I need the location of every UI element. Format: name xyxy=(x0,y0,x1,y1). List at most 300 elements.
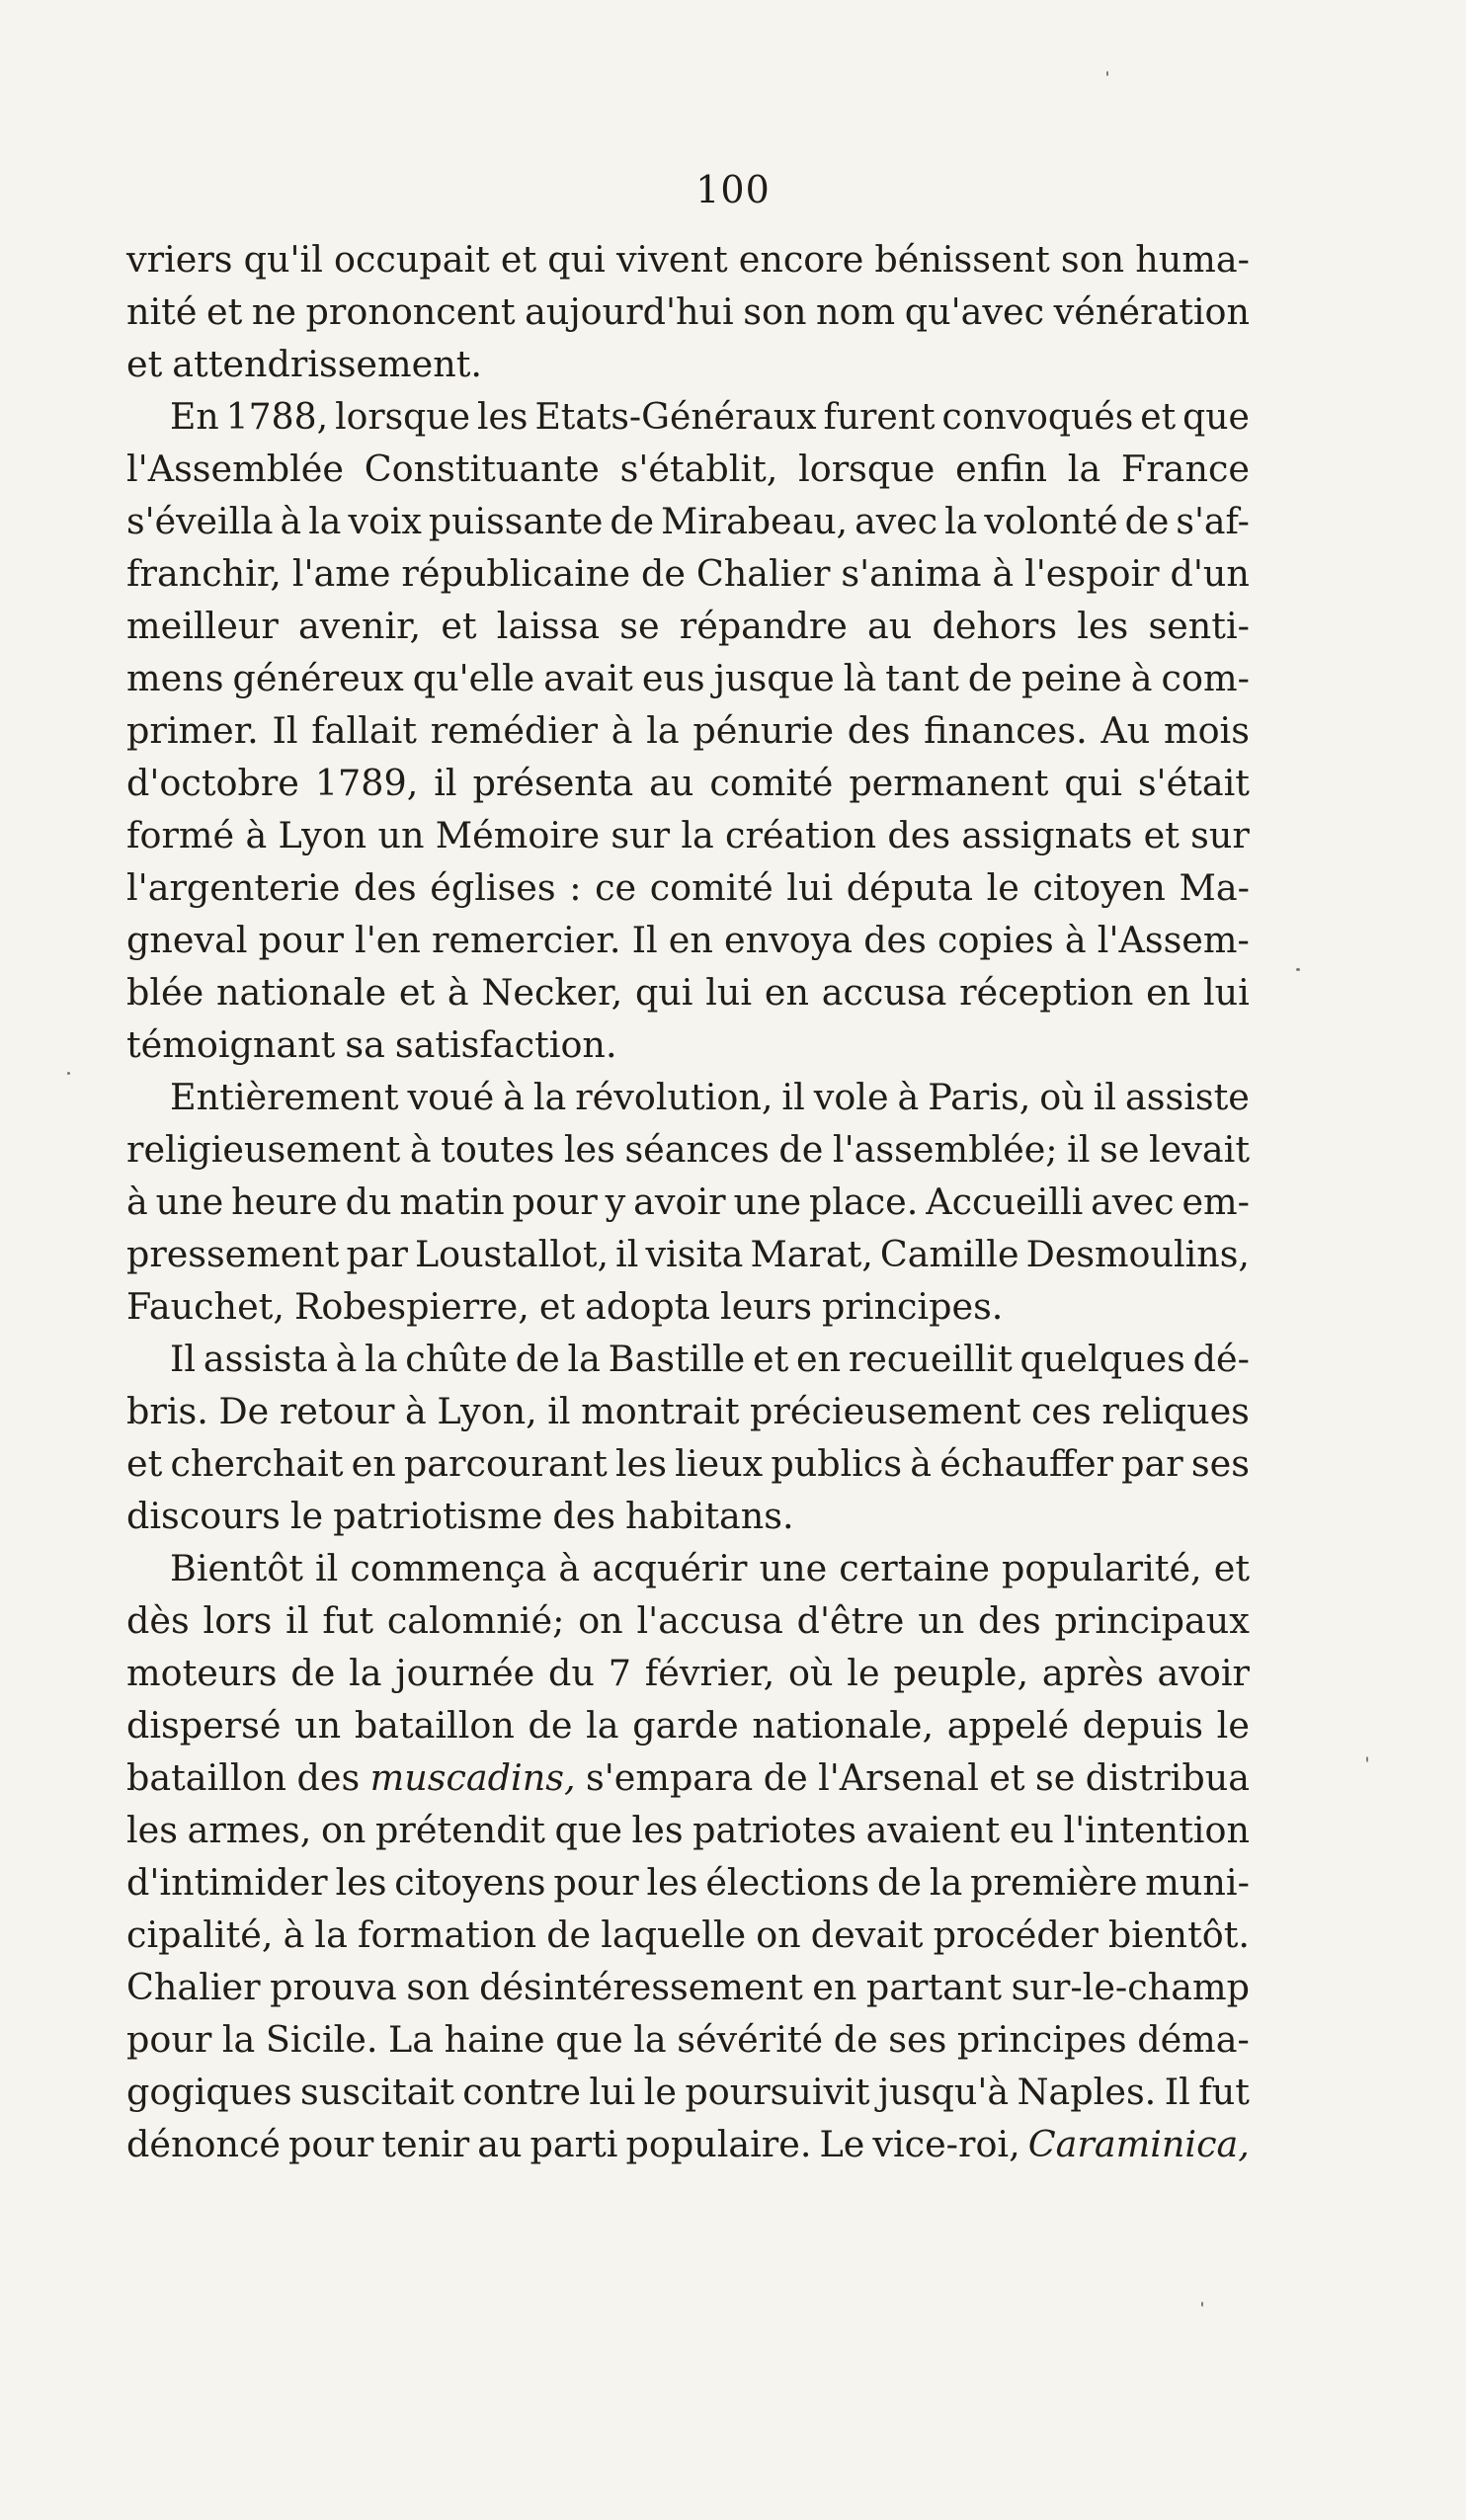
word: dehors xyxy=(932,605,1058,647)
text-line xyxy=(126,2013,1250,2066)
text-line xyxy=(126,652,1250,704)
word: habitans. xyxy=(625,1495,794,1537)
word: et xyxy=(500,238,537,281)
word: à xyxy=(447,971,469,1014)
word: ce xyxy=(595,866,637,909)
word: Constituante xyxy=(364,447,600,490)
word: poursuivit xyxy=(685,2071,870,2113)
word: s'était xyxy=(1137,762,1250,804)
word: la xyxy=(567,1338,601,1380)
word: première xyxy=(970,1861,1138,1904)
word: que xyxy=(555,2018,623,2061)
text-line xyxy=(126,1961,1250,2013)
word: les xyxy=(126,1809,179,1851)
text-line xyxy=(126,1176,1250,1228)
word: devait xyxy=(810,1913,924,1956)
word: De xyxy=(218,1390,270,1432)
word: qui xyxy=(1064,762,1122,804)
word: les xyxy=(1077,605,1129,647)
word: échauffer xyxy=(939,1442,1113,1485)
word: Necker, xyxy=(481,971,623,1014)
text-line xyxy=(126,233,1250,285)
word: retour xyxy=(279,1390,395,1432)
word: d'un xyxy=(1170,552,1250,595)
text-line xyxy=(126,861,1250,914)
word: bataillon xyxy=(126,1756,287,1799)
word: pour xyxy=(553,1861,639,1904)
word: prononcent xyxy=(305,290,516,333)
word: où xyxy=(788,1652,834,1694)
word: en xyxy=(668,919,713,961)
word: la xyxy=(944,500,978,542)
word: députa xyxy=(846,866,974,909)
word: cipalité, xyxy=(126,1913,274,1956)
word: l'intention xyxy=(1063,1809,1250,1851)
word: les xyxy=(646,1861,698,1904)
text-line xyxy=(126,704,1250,757)
text-line xyxy=(126,1909,1250,1961)
word: patriotes xyxy=(692,1809,857,1851)
word: Naples. xyxy=(1017,2071,1157,2113)
word: sa xyxy=(345,1023,385,1066)
text-line xyxy=(126,2066,1250,2118)
word: son xyxy=(743,290,807,333)
word: y xyxy=(605,1180,626,1223)
word: sévérité xyxy=(677,2018,824,2061)
word: on xyxy=(578,1599,623,1642)
word: à xyxy=(126,1180,148,1223)
word: Lyon, xyxy=(437,1390,537,1432)
word: Etats-Généraux xyxy=(534,395,817,438)
word: et xyxy=(752,1338,789,1380)
word: Bastille xyxy=(608,1338,746,1380)
word: calomnié; xyxy=(386,1599,565,1642)
word: il xyxy=(1067,1128,1091,1171)
word: populaire. xyxy=(625,2123,812,2165)
text-line xyxy=(126,809,1250,861)
word: l'espoir xyxy=(1024,552,1160,595)
word: se xyxy=(619,605,660,647)
word: Mirabeau, xyxy=(661,500,849,542)
word: gogiques xyxy=(126,2071,292,2113)
word: Entièrement xyxy=(170,1076,399,1118)
word: généreux xyxy=(232,657,404,699)
word: pour xyxy=(512,1180,598,1223)
word: Chalier xyxy=(695,552,831,595)
word: voué xyxy=(407,1076,495,1118)
word: bénissent xyxy=(874,238,1050,281)
word: lui xyxy=(705,971,753,1014)
word: il xyxy=(285,1599,309,1642)
word: la xyxy=(308,500,342,542)
word: sur-le-champ xyxy=(1011,1966,1250,2008)
word: Chalier xyxy=(126,1966,261,2008)
word: lui xyxy=(786,866,834,909)
word: des xyxy=(296,1756,361,1799)
word: Desmoulins, xyxy=(1025,1233,1250,1275)
word: satisfaction. xyxy=(394,1023,617,1066)
word: huma- xyxy=(1135,238,1250,281)
word: pressement xyxy=(126,1233,340,1275)
word: 7 xyxy=(608,1652,631,1694)
word: témoignant xyxy=(126,1023,336,1066)
word: la xyxy=(532,1076,567,1118)
word: au xyxy=(867,605,913,647)
word: citoyens xyxy=(394,1861,546,1904)
word: acquérir xyxy=(592,1547,748,1589)
word: à xyxy=(405,1390,427,1432)
word: fut xyxy=(322,1599,374,1642)
word: se xyxy=(1035,1756,1076,1799)
word: sur xyxy=(1190,814,1250,856)
word: tenir xyxy=(381,2123,470,2165)
word: place. xyxy=(808,1180,919,1223)
word: recueillit xyxy=(848,1338,1013,1380)
word: le xyxy=(643,2071,677,2113)
word: ces xyxy=(1030,1390,1092,1432)
word: vice-roi, xyxy=(872,2123,1020,2165)
word: de xyxy=(833,2018,878,2061)
word: France xyxy=(1120,447,1250,490)
word: du xyxy=(548,1652,595,1694)
word: où xyxy=(1039,1076,1085,1118)
word: une xyxy=(155,1180,224,1223)
word: principes. xyxy=(822,1285,1004,1328)
word: fut xyxy=(1198,2071,1250,2113)
word: les xyxy=(563,1128,615,1171)
word: vole xyxy=(813,1076,889,1118)
word: l'accusa xyxy=(636,1599,783,1642)
text-line xyxy=(126,547,1250,600)
word: mois xyxy=(1163,709,1250,752)
word: pour xyxy=(288,2123,374,2165)
word: vriers xyxy=(126,238,233,281)
word: la xyxy=(1067,447,1101,490)
word: Marat, xyxy=(750,1233,873,1275)
word: senti- xyxy=(1148,605,1250,647)
word: permanent xyxy=(849,762,1049,804)
word: avec xyxy=(855,500,938,542)
word: Camille xyxy=(879,1233,1019,1275)
word: se xyxy=(1100,1128,1140,1171)
word: la xyxy=(929,1861,963,1904)
word: de xyxy=(610,500,655,542)
word: dès xyxy=(126,1599,190,1642)
word: il xyxy=(781,1076,805,1118)
word: nationale xyxy=(216,971,387,1014)
word: discours xyxy=(126,1495,281,1537)
word: Paris, xyxy=(928,1076,1031,1118)
word: suscitait xyxy=(300,2071,454,2113)
text-line xyxy=(126,1699,1250,1751)
word: des xyxy=(978,1599,1041,1642)
word: les xyxy=(335,1861,387,1904)
word: laissa xyxy=(496,605,601,647)
word: ne xyxy=(251,290,296,333)
word: assiste xyxy=(1125,1076,1250,1118)
word: appelé xyxy=(946,1704,1070,1747)
word: des xyxy=(353,866,417,909)
word: les xyxy=(476,395,529,438)
word: des xyxy=(863,919,927,961)
word: parti xyxy=(529,2123,618,2165)
word: assignats xyxy=(961,814,1133,856)
word: jusqu'à xyxy=(877,2071,1010,2113)
word: laquelle xyxy=(601,1913,747,1956)
word: avoir xyxy=(633,1180,726,1223)
word: en xyxy=(351,1442,396,1485)
text-line xyxy=(126,1647,1250,1699)
word: de xyxy=(515,1338,560,1380)
word: s'empara xyxy=(585,1756,754,1799)
word: occupait xyxy=(333,238,490,281)
word: à xyxy=(503,1076,525,1118)
word: à xyxy=(409,1128,432,1171)
word: en xyxy=(812,1966,857,2008)
word: un xyxy=(918,1599,965,1642)
word: de xyxy=(640,552,686,595)
word: fallait xyxy=(311,709,417,752)
word: armes, xyxy=(187,1809,312,1851)
word: Robespierre, xyxy=(293,1285,529,1328)
word: pour xyxy=(258,919,344,961)
word: à xyxy=(897,1076,920,1118)
word: pour xyxy=(126,2018,212,2061)
word: copies xyxy=(937,919,1054,961)
word: la xyxy=(349,1652,382,1694)
text-line xyxy=(126,2118,1250,2170)
word: l'Assemblée xyxy=(126,447,344,490)
word: eus xyxy=(641,657,705,699)
word: désintéressement xyxy=(479,1966,803,2008)
word: avaient xyxy=(865,1809,1001,1851)
word: de xyxy=(528,1704,573,1747)
word: l'argenterie xyxy=(126,866,341,909)
word: certaine xyxy=(839,1547,990,1589)
word: et xyxy=(126,1442,163,1485)
word: cherchait xyxy=(170,1442,344,1485)
word: création xyxy=(725,814,877,856)
word: déma- xyxy=(1137,2018,1250,2061)
word: toutes xyxy=(441,1128,555,1171)
word: Accueilli xyxy=(926,1180,1084,1223)
word: la xyxy=(586,1704,619,1747)
word: avenir, xyxy=(297,605,422,647)
text-line xyxy=(126,600,1250,652)
word: s'éveilla xyxy=(126,500,274,542)
word: s'af- xyxy=(1176,500,1250,542)
word: qui xyxy=(547,238,606,281)
word: vivent xyxy=(615,238,728,281)
word: s'établit, xyxy=(619,447,778,490)
word: formé xyxy=(126,814,235,856)
word: et xyxy=(538,1285,576,1328)
word: républicaine xyxy=(401,552,631,595)
text-line xyxy=(126,338,1250,390)
word: Lyon xyxy=(278,814,367,856)
word: à xyxy=(245,814,268,856)
word: quelques xyxy=(1019,1338,1185,1380)
text-line xyxy=(126,495,1250,547)
word: par xyxy=(1121,1442,1183,1485)
word: le xyxy=(1216,1704,1250,1747)
page-number: 100 xyxy=(695,168,771,211)
paper-speck xyxy=(1366,1756,1368,1762)
word: la xyxy=(633,2018,667,2061)
word: après xyxy=(1041,1652,1144,1694)
word: moteurs xyxy=(126,1652,278,1694)
text-line xyxy=(126,443,1250,495)
word: muscadins, xyxy=(369,1756,576,1799)
word: des xyxy=(847,709,911,752)
word: aujourd'hui xyxy=(525,290,734,333)
text-line xyxy=(126,1018,1250,1071)
word: à xyxy=(558,1547,581,1589)
word: et xyxy=(1143,814,1180,856)
word: le xyxy=(847,1652,880,1694)
word: principaux xyxy=(1054,1599,1250,1642)
word: une xyxy=(733,1180,802,1223)
word: il xyxy=(1093,1076,1117,1118)
word: des xyxy=(887,814,951,856)
word: matin xyxy=(399,1180,505,1223)
word: au xyxy=(477,2123,523,2165)
word: ses xyxy=(1190,1442,1250,1485)
word: Loustallot, xyxy=(414,1233,610,1275)
word: eu xyxy=(1009,1809,1054,1851)
text-line xyxy=(126,285,1250,338)
word: que xyxy=(1182,395,1250,438)
word: La xyxy=(388,2018,435,2061)
word: dé- xyxy=(1192,1338,1250,1380)
word: Ma- xyxy=(1179,866,1250,909)
word: une xyxy=(759,1547,828,1589)
word: en xyxy=(764,971,809,1014)
word: blée xyxy=(126,971,204,1014)
word: pénurie xyxy=(692,709,835,752)
word: on xyxy=(756,1913,801,1956)
word: il xyxy=(547,1390,571,1432)
word: qui xyxy=(634,971,693,1014)
word: prouva xyxy=(270,1966,397,2008)
word: le xyxy=(986,866,1019,909)
word: bris. xyxy=(126,1390,208,1432)
word: envoya xyxy=(723,919,854,961)
word: Il xyxy=(272,709,298,752)
word: assista xyxy=(203,1338,328,1380)
word: avoir xyxy=(1157,1652,1250,1694)
word: nom xyxy=(816,290,896,333)
word: les xyxy=(631,1809,684,1851)
paper-speck xyxy=(1201,2302,1203,2307)
word: il xyxy=(314,1547,339,1589)
word: formation xyxy=(357,1913,537,1956)
word: à xyxy=(910,1442,933,1485)
paper-speck xyxy=(67,1072,70,1075)
word: convoqués xyxy=(941,395,1134,438)
word: là xyxy=(843,657,877,699)
text-line xyxy=(126,390,1250,443)
word: comité xyxy=(709,762,834,804)
word: Mémoire xyxy=(435,814,601,856)
text-line xyxy=(126,1437,1250,1490)
word: leurs xyxy=(720,1285,812,1328)
word: : xyxy=(569,866,582,909)
word: de xyxy=(1124,500,1170,542)
word: à xyxy=(992,552,1015,595)
word: contre xyxy=(462,2071,581,2113)
word: nité xyxy=(126,290,198,333)
word: d'être xyxy=(796,1599,905,1642)
paper-speck xyxy=(1296,968,1300,971)
word: remédier xyxy=(430,709,599,752)
word: élections xyxy=(705,1861,870,1904)
word: un xyxy=(377,814,425,856)
word: à xyxy=(283,1913,305,1956)
word: Le xyxy=(819,2123,865,2165)
word: comité xyxy=(649,866,774,909)
word: enfin xyxy=(955,447,1048,490)
word: l'assemblée; xyxy=(832,1128,1058,1171)
word: à xyxy=(1130,657,1153,699)
word: em- xyxy=(1181,1180,1250,1223)
word: l'en xyxy=(355,919,421,961)
text-line xyxy=(126,914,1250,966)
word: tant xyxy=(885,657,959,699)
word: il xyxy=(434,762,457,804)
word: bataillon xyxy=(354,1704,515,1747)
word: reliques xyxy=(1101,1390,1250,1432)
word: 1788, xyxy=(225,395,329,438)
word: finances. xyxy=(924,709,1088,752)
word: lieux xyxy=(675,1442,764,1485)
word: mens xyxy=(126,657,224,699)
word: Sicile. xyxy=(265,2018,378,2061)
word: d'octobre xyxy=(126,762,299,804)
word: d'intimider xyxy=(126,1861,328,1904)
word: procéder xyxy=(933,1913,1099,1956)
word: puissante xyxy=(428,500,604,542)
word: commença xyxy=(350,1547,547,1589)
word: églises xyxy=(430,866,556,909)
word: son xyxy=(1060,238,1125,281)
word: citoyen xyxy=(1032,866,1166,909)
text-line xyxy=(126,1333,1250,1385)
word: jusque xyxy=(713,657,835,699)
word: attendrissement. xyxy=(172,343,483,385)
word: nationale, xyxy=(752,1704,935,1747)
word: Il xyxy=(631,919,658,961)
word: religieusement xyxy=(126,1128,401,1171)
word: il xyxy=(615,1233,639,1275)
word: de xyxy=(877,1861,922,1904)
word: volonté xyxy=(984,500,1118,542)
word: à xyxy=(280,500,302,542)
text-line xyxy=(126,1280,1250,1333)
word: Il xyxy=(170,1338,197,1380)
word: principes xyxy=(956,2018,1127,2061)
word: révolution, xyxy=(575,1076,774,1118)
word: montrait xyxy=(581,1390,740,1432)
word: sur xyxy=(611,814,671,856)
word: adopta xyxy=(585,1285,711,1328)
word: lors xyxy=(203,1599,273,1642)
word: ses xyxy=(888,2018,947,2061)
word: la xyxy=(681,814,714,856)
word: s'anima xyxy=(841,552,982,595)
word: lorsque xyxy=(335,395,470,438)
text-line xyxy=(126,1804,1250,1856)
